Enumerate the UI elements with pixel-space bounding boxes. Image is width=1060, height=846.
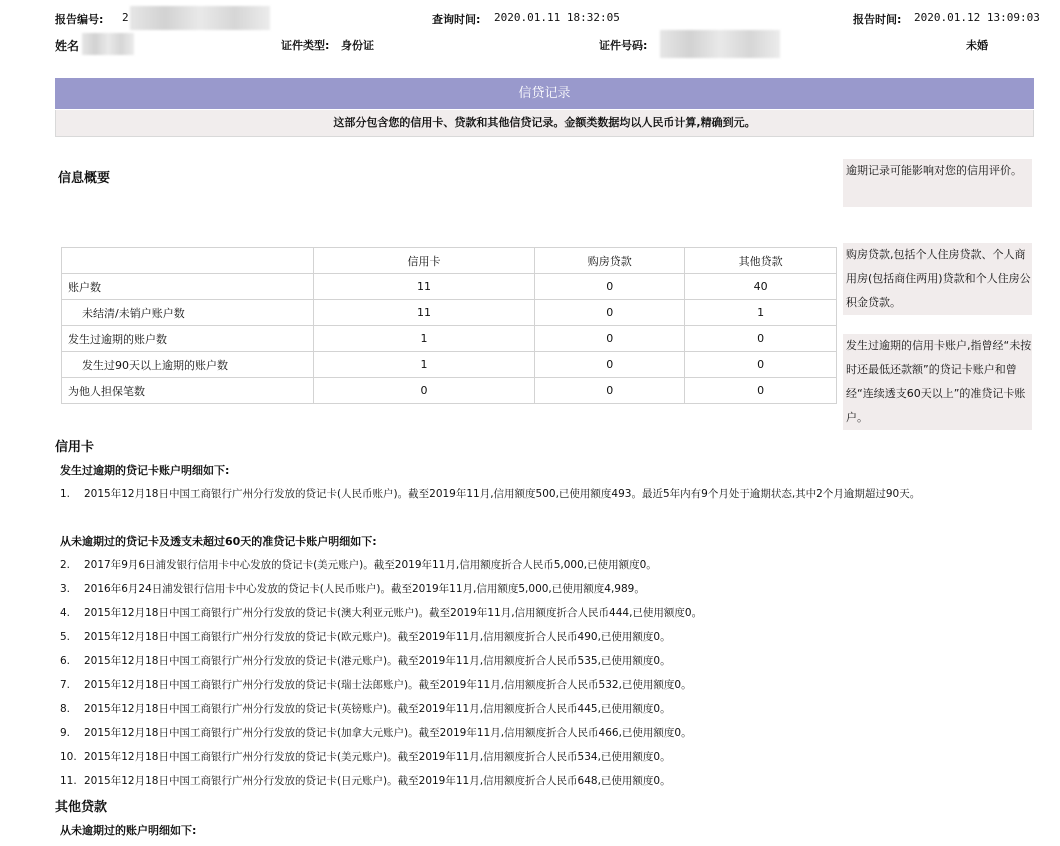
marital-status: 未婚 bbox=[966, 39, 988, 52]
note-housing-loan: 购房贷款,包括个人住房贷款、个人商用房(包括商住两用)贷款和个人住房公积金贷款。 bbox=[843, 243, 1032, 315]
list-item-number: 9. bbox=[60, 727, 71, 739]
cell-credit-card: 0 bbox=[313, 378, 535, 404]
report-time-label: 报告时间: bbox=[853, 13, 902, 26]
cell-credit-card: 11 bbox=[313, 300, 535, 326]
list-item bbox=[60, 697, 1025, 721]
list-item bbox=[60, 577, 1025, 601]
id-type-value: 身份证 bbox=[341, 39, 374, 52]
list-item-text: 2015年12月18日中国工商银行广州分行发放的贷记卡(港元账户)。截至2019年11月,信用额度折合人民币535,已使用额度0。 bbox=[84, 655, 671, 667]
list-item-number: 6. bbox=[60, 655, 71, 667]
cell-credit-card: 1 bbox=[313, 326, 535, 352]
cell-housing-loan: 0 bbox=[535, 274, 685, 300]
list-item-number: 8. bbox=[60, 703, 71, 715]
list-item-number: 1. bbox=[60, 488, 71, 500]
redacted-report-no bbox=[130, 6, 270, 30]
list-item-number: 2. bbox=[60, 559, 71, 571]
list-item-text: 2015年12月18日中国工商银行广州分行发放的贷记卡(英镑账户)。截至2019年11月,信用额度折合人民币445,已使用额度0。 bbox=[84, 703, 671, 715]
summary-col-other-loan: 其他贷款 bbox=[685, 248, 837, 274]
list-item-text: 2016年6月24日浦发银行信用卡中心发放的贷记卡(人民币账户)。截至2019年11月,信用额度5,000,已使用额度4,989。 bbox=[84, 583, 645, 595]
list-item-text: 2015年12月18日中国工商银行广州分行发放的贷记卡(欧元账户)。截至2019年11月,信用额度折合人民币490,已使用额度0。 bbox=[84, 631, 671, 643]
report-time-value: 2020.01.12 13:09:03 bbox=[914, 11, 1040, 24]
table-row bbox=[62, 352, 837, 378]
cell-other-loan: 0 bbox=[685, 378, 837, 404]
summary-col-housing-loan: 购房贷款 bbox=[535, 248, 685, 274]
cell-housing-loan: 0 bbox=[535, 326, 685, 352]
credit-records-subtitle: 这部分包含您的信用卡、贷款和其他信贷记录。金额类数据均以人民币计算,精确到元。 bbox=[55, 110, 1034, 137]
normal-card-heading: 从未逾期过的贷记卡及透支未超过60天的准贷记卡账户明细如下: bbox=[60, 535, 377, 548]
list-item-number: 5. bbox=[60, 631, 71, 643]
list-item-number: 10. bbox=[60, 751, 77, 763]
summary-header-row bbox=[62, 248, 837, 274]
redacted-id-no bbox=[660, 30, 780, 58]
list-item bbox=[60, 601, 1025, 625]
table-row bbox=[62, 274, 837, 300]
cell-credit-card: 1 bbox=[313, 352, 535, 378]
note-overdue-card: 发生过逾期的信用卡账户,指曾经“未按时还最低还款额”的贷记卡账户和曾经“连续透支60天以上”的准贷记卡账户。 bbox=[843, 334, 1032, 430]
id-type-label: 证件类型: bbox=[281, 39, 330, 52]
list-item bbox=[60, 745, 1025, 769]
cell-other-loan: 0 bbox=[685, 352, 837, 378]
summary-col-blank bbox=[62, 248, 314, 274]
cell-other-loan: 0 bbox=[685, 326, 837, 352]
list-item bbox=[60, 482, 1025, 530]
summary-col-credit-card: 信用卡 bbox=[313, 248, 535, 274]
report-no-label: 报告编号: bbox=[55, 13, 104, 26]
cell-other-loan: 1 bbox=[685, 300, 837, 326]
row-label: 账户数 bbox=[62, 274, 314, 300]
list-item-text: 2015年12月18日中国工商银行广州分行发放的贷记卡(美元账户)。截至2019年11月,信用额度折合人民币534,已使用额度0。 bbox=[84, 751, 671, 763]
other-loans-normal-heading: 从未逾期过的账户明细如下: bbox=[60, 824, 197, 837]
summary-table bbox=[61, 247, 837, 404]
cell-housing-loan: 0 bbox=[535, 300, 685, 326]
cell-credit-card: 11 bbox=[313, 274, 535, 300]
list-item bbox=[60, 553, 1025, 577]
table-row bbox=[62, 326, 837, 352]
credit-records-banner: 信贷记录 bbox=[55, 78, 1034, 109]
list-item-text: 2015年12月18日中国工商银行广州分行发放的贷记卡(澳大利亚元账户)。截至2019年11月,信用额度折合人民币444,已使用额度0。 bbox=[84, 607, 703, 619]
other-loans-section-title: 其他贷款 bbox=[55, 800, 108, 815]
list-item-number: 4. bbox=[60, 607, 71, 619]
list-item-number: 11. bbox=[60, 775, 77, 787]
row-label: 为他人担保笔数 bbox=[62, 378, 314, 404]
list-item bbox=[60, 769, 1025, 793]
list-item-text: 2015年12月18日中国工商银行广州分行发放的贷记卡(加拿大元账户)。截至2019年11月,信用额度折合人民币466,已使用额度0。 bbox=[84, 727, 692, 739]
list-item-text: 2015年12月18日中国工商银行广州分行发放的贷记卡(人民币账户)。截至2019年11月,信用额度500,已使用额度493。最近5年内有9个月处于逾期状态,其中2个月逾期超过90天。 bbox=[84, 488, 921, 500]
report-no-value: 2 bbox=[122, 11, 129, 24]
credit-card-section-title: 信用卡 bbox=[55, 440, 95, 455]
id-no-label: 证件号码: bbox=[599, 39, 648, 52]
row-label: 发生过逾期的账户数 bbox=[62, 326, 314, 352]
table-row bbox=[62, 378, 837, 404]
list-item-number: 7. bbox=[60, 679, 71, 691]
list-item bbox=[60, 625, 1025, 649]
overdue-card-heading: 发生过逾期的贷记卡账户明细如下: bbox=[60, 464, 230, 477]
name-label: 姓名 bbox=[55, 39, 80, 53]
cell-housing-loan: 0 bbox=[535, 352, 685, 378]
row-label: 发生过90天以上逾期的账户数 bbox=[62, 352, 314, 378]
query-time-label: 查询时间: bbox=[432, 13, 481, 26]
cell-other-loan: 40 bbox=[685, 274, 837, 300]
note-overdue-impact: 逾期记录可能影响对您的信用评价。 bbox=[843, 159, 1032, 207]
query-time-value: 2020.01.11 18:32:05 bbox=[494, 11, 620, 24]
list-item bbox=[60, 649, 1025, 673]
row-label: 未结清/未销户账户数 bbox=[62, 300, 314, 326]
list-item-text: 2017年9月6日浦发银行信用卡中心发放的贷记卡(美元账户)。截至2019年11月,信用额度折合人民币5,000,已使用额度0。 bbox=[84, 559, 657, 571]
list-item-number: 3. bbox=[60, 583, 71, 595]
redacted-name bbox=[82, 33, 134, 55]
table-row bbox=[62, 300, 837, 326]
list-item-text: 2015年12月18日中国工商银行广州分行发放的贷记卡(日元账户)。截至2019年11月,信用额度折合人民币648,已使用额度0。 bbox=[84, 775, 671, 787]
list-item bbox=[60, 673, 1025, 697]
summary-title: 信息概要 bbox=[58, 171, 111, 186]
cell-housing-loan: 0 bbox=[535, 378, 685, 404]
list-item bbox=[60, 721, 1025, 745]
list-item-text: 2015年12月18日中国工商银行广州分行发放的贷记卡(瑞士法郎账户)。截至2019年11月,信用额度折合人民币532,已使用额度0。 bbox=[84, 679, 692, 691]
